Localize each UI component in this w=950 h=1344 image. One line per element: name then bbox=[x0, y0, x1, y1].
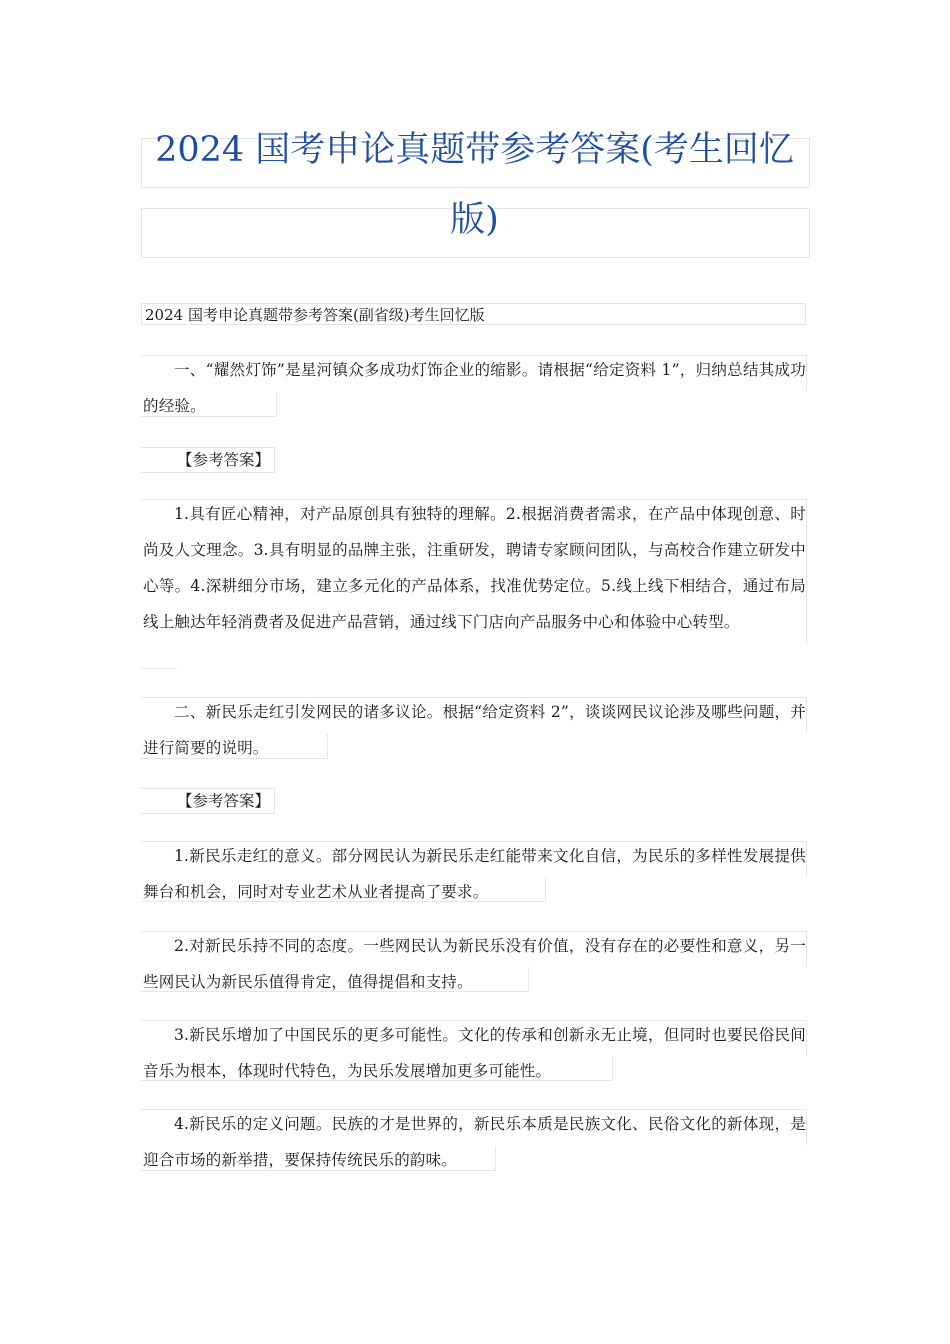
document-title-line2: 版) bbox=[450, 200, 499, 240]
document-title-line1: 2024 国考申论真题带参考答案(考生回忆 bbox=[155, 130, 794, 170]
answer-2-item-4: 4.新民乐的定义问题。民族的才是世界的，新民乐本质是民族文化、民俗文化的新体现，是迎合市场的新举措，要保持传统民乐的韵味。 bbox=[143, 1115, 806, 1169]
guide-line bbox=[141, 668, 177, 669]
answer-1: 1.具有匠心精神，对产品原创具有独特的理解。2.根据消费者需求，在产品中体现创意、时尚及人文理念。3.具有明显的品牌主张，注重研发，聘请专家顾问团队，与高校合作建立研发中心等。4.深耕细分市场，建立多元化的产品体系，找准优势定位。5.线上线下相结合，通过布局线上触达年轻消费者及促进产品营销，通过线下门店向产品服务中心和体验中心转型。 bbox=[143, 505, 806, 631]
answer-2-item-1: 1.新民乐走红的意义。部分网民认为新民乐走红能带来文化自信，为民乐的多样性发展提供舞台和机会，同时对专业艺术从业者提高了要求。 bbox=[143, 847, 806, 901]
question-1: 一、“耀然灯饰”是星河镇众多成功灯饰企业的缩影。请根据“给定资料 1”，归纳总结其成功的经验。 bbox=[143, 361, 806, 415]
question-2: 二、新民乐走红引发网民的诸多议论。根据“给定资料 2”，谈谈网民议论涉及哪些问题，并进行简要的说明。 bbox=[143, 703, 806, 757]
document-subtitle: 2024 国考申论真题带参考答案(副省级)考生回忆版 bbox=[141, 303, 806, 325]
answer-label-2: 【参考答案】 bbox=[141, 788, 275, 814]
answer-label-1: 【参考答案】 bbox=[141, 447, 275, 473]
answer-2-item-3: 3.新民乐增加了中国民乐的更多可能性。文化的传承和创新永无止境，但同时也要民俗民间音乐为根本，体现时代特色，为民乐发展增加更多可能性。 bbox=[143, 1026, 806, 1080]
answer-2-item-2: 2.对新民乐持不同的态度。一些网民认为新民乐没有价值，没有存在的必要性和意义，另一些网民认为新民乐值得肯定，值得提倡和支持。 bbox=[143, 937, 806, 991]
